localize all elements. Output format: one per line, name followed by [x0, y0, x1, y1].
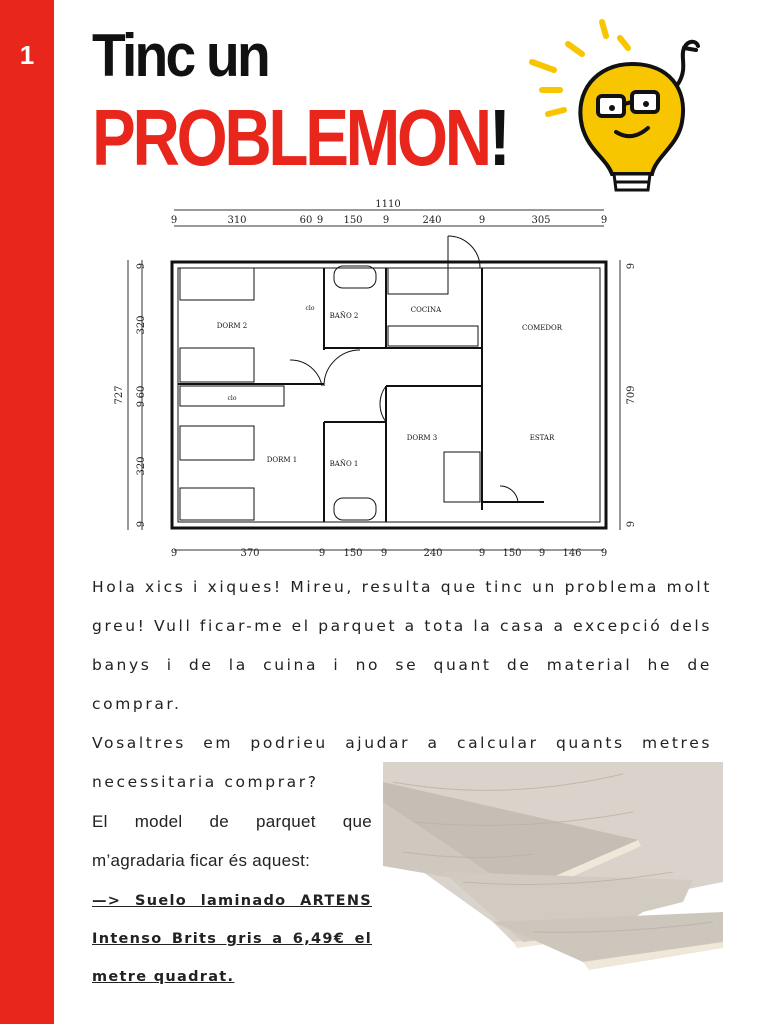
dim-bottom: 240 [423, 548, 443, 559]
dim-bottom: 9 [170, 548, 178, 559]
paragraph-question: Vosaltres em podrieu ajudar a calcular quants metres necessitaria comprar? [92, 734, 712, 791]
dim-left-total: 727 [114, 385, 125, 405]
floor-plan [100, 190, 645, 565]
dim-left: 320 [136, 456, 147, 476]
room-bano2: BAÑO 2 [329, 312, 359, 320]
dim-top: 60 [299, 215, 313, 226]
dim-left: 60 [136, 385, 147, 399]
title-line-2 [92, 93, 508, 182]
dim-bottom: 9 [380, 548, 388, 559]
room-bano1: BAÑO 1 [329, 460, 359, 468]
dim-top: 150 [343, 215, 363, 226]
dim-bottom: 9 [600, 548, 608, 559]
page-number: 1 [19, 40, 35, 70]
room-dorm2: DORM 2 [216, 322, 248, 330]
room-clo: clo [305, 305, 315, 312]
room-estar: ESTAR [529, 434, 555, 442]
title-line-1: Tinc un [92, 22, 268, 89]
dim-bottom: 9 [478, 548, 486, 559]
dim-bottom: 370 [240, 548, 260, 559]
red-sidebar [0, 0, 54, 1024]
dim-bottom: 9 [318, 548, 326, 559]
dim-top: 310 [227, 215, 247, 226]
product-link[interactable]: —> Suelo laminado ARTENS Intenso Brits gris a 6,49€ el metre quadrat. [92, 893, 372, 985]
title-word: PROBLEMON [92, 93, 489, 182]
dim-top-total: 1110 [375, 199, 401, 210]
room-dorm1: DORM 1 [266, 456, 298, 464]
dim-left: 9 [136, 400, 147, 408]
room-cocina: COCINA [410, 306, 442, 314]
room-comedor: COMEDOR [522, 324, 562, 332]
dim-top: 9 [600, 215, 608, 226]
dim-bottom: 146 [562, 548, 582, 559]
dim-left: 320 [136, 315, 147, 335]
dim-left: 9 [136, 262, 147, 270]
dim-top: 9 [316, 215, 324, 226]
lightbulb-icon [520, 14, 720, 199]
room-dorm3: DORM 3 [406, 434, 438, 442]
dim-right-total: 709 [626, 385, 637, 405]
dim-left: 9 [136, 520, 147, 528]
dim-bottom: 150 [343, 548, 363, 559]
paragraph-problem: Hola xics i xiques! Mireu, resulta que tinc un problema molt greu! Vull ficar-me el parquet a tota la casa a excepció dels banys i de la cuina i no se quant de material he de comprar. [92, 578, 712, 713]
dim-top: 305 [531, 215, 551, 226]
dim-right: 9 [626, 262, 637, 270]
paragraph-model: El model de parquet que m’agradaria ficar és aquest: [92, 812, 372, 870]
dim-top: 9 [170, 215, 178, 226]
room-clo: clo [227, 395, 237, 402]
dim-bottom: 150 [502, 548, 522, 559]
dim-top: 240 [422, 215, 442, 226]
laminate-floor-image [383, 762, 723, 980]
dim-bottom: 9 [538, 548, 546, 559]
dim-top: 9 [478, 215, 486, 226]
dim-right: 9 [626, 520, 637, 528]
title-exclamation: ! [488, 93, 508, 182]
dim-top: 9 [382, 215, 390, 226]
